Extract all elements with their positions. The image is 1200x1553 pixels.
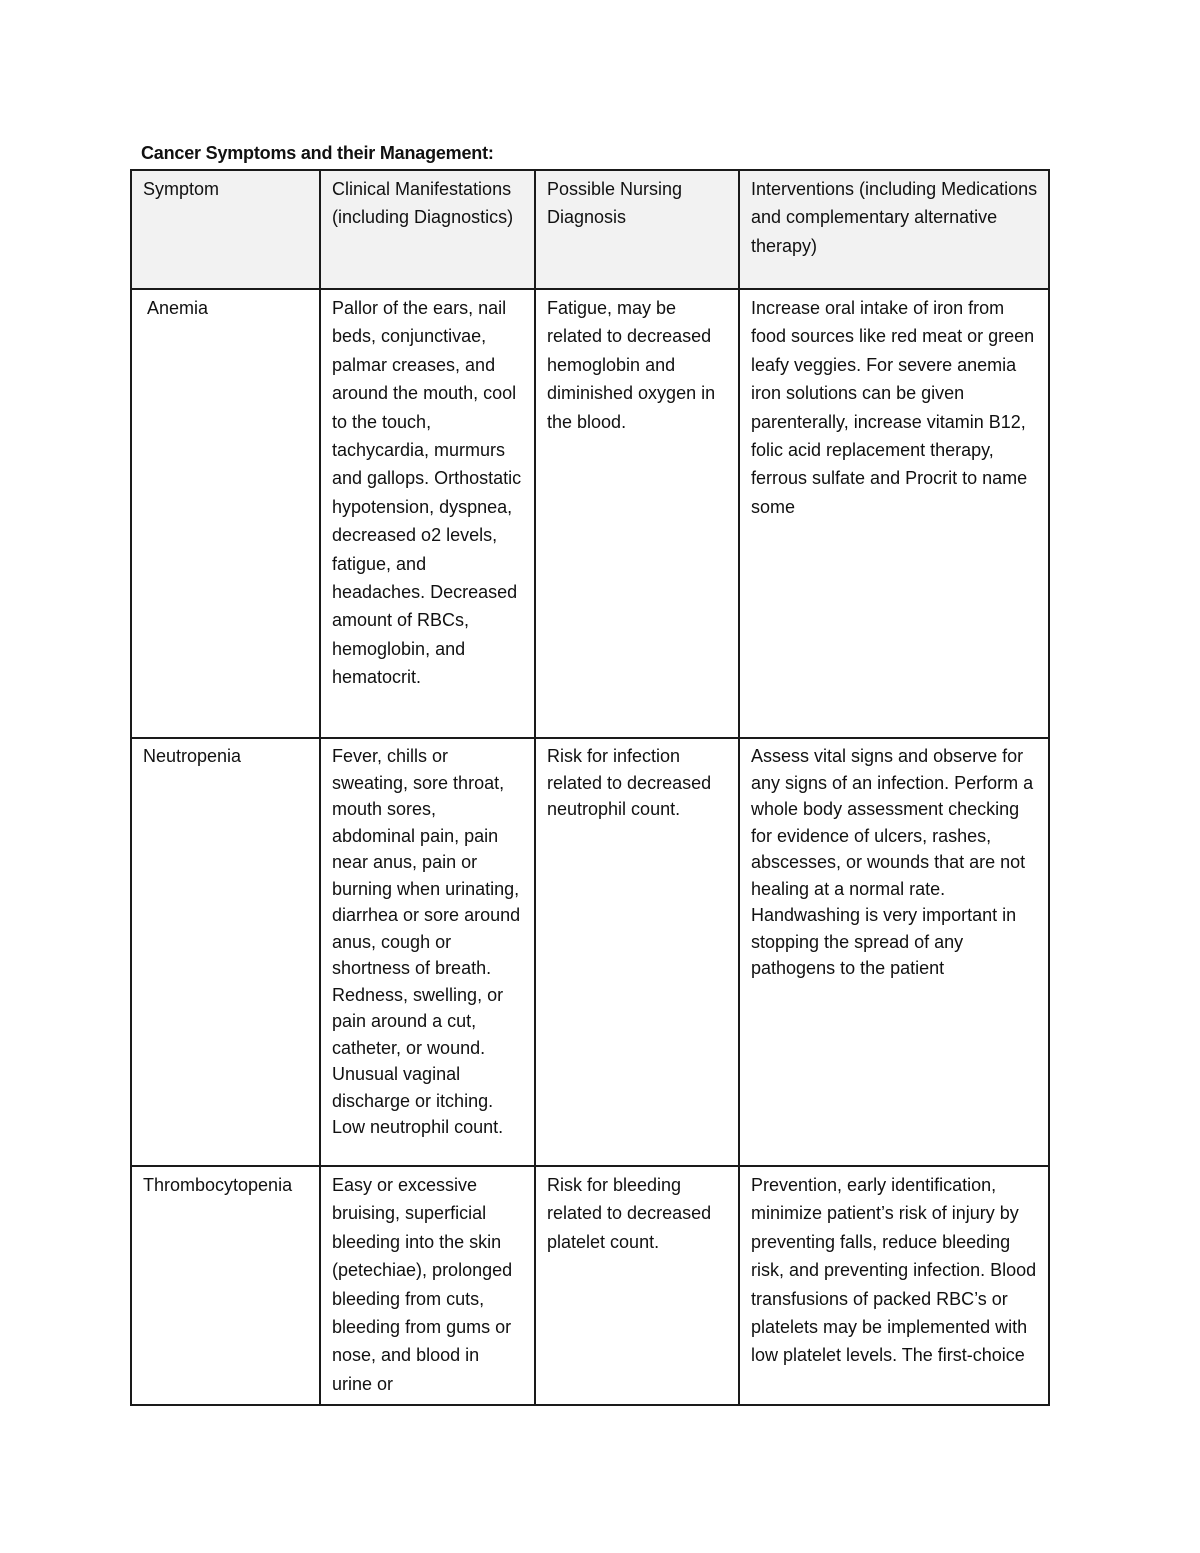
table-row: [131, 289, 1049, 738]
manifestations-text: Easy or excessive bruising, superficial bleeding into the skin (petechiae), prolonged bleeding from cuts, bleeding from gums or nose, and blood in urine or: [332, 1175, 513, 1394]
manifestations-text: Pallor of the ears, nail beds, conjunctivae, palmar creases, and around the mouth, cool to the touch, tachycardia, murmurs and gallops. Orthostatic hypotension, dyspnea, decreased o2 levels, fatigue, and headaches. Decreased amount of RBCs, hemoglobin, and hematocrit.: [332, 298, 522, 688]
table-row: [131, 1166, 1049, 1405]
cell-symptom: [131, 738, 320, 1166]
symptom-text: Thrombocytopenia: [143, 1175, 293, 1195]
header-cell-manifestations: [320, 170, 535, 289]
cell-symptom: [131, 1166, 320, 1405]
cell-interventions: [739, 289, 1049, 738]
cell-manifestations: [320, 738, 535, 1166]
header-label: Possible Nursing Diagnosis: [547, 179, 683, 228]
header-label: Interventions (including Medications and complementary alternative therapy): [751, 179, 1038, 256]
table-row: [131, 738, 1049, 1166]
header-cell-symptom: [131, 170, 320, 289]
cell-diagnosis: [535, 289, 739, 738]
cell-diagnosis: [535, 1166, 739, 1405]
header-cell-diagnosis: [535, 170, 739, 289]
symptom-text: Anemia: [143, 298, 209, 318]
header-cell-interventions: [739, 170, 1049, 289]
symptom-text: Neutropenia: [143, 746, 242, 766]
cell-diagnosis: [535, 738, 739, 1166]
interventions-text: Increase oral intake of iron from food sources like red meat or green leafy veggies. For severe anemia iron solutions can be given parenterally, increase vitamin B12, folic acid replacement therapy, ferrous sulfate and Procrit to name some: [751, 298, 1035, 517]
header-label: Clinical Manifestations (including Diagnostics): [332, 179, 514, 228]
cell-interventions: [739, 738, 1049, 1166]
symptoms-table: [130, 169, 1050, 1406]
cell-interventions: [739, 1166, 1049, 1405]
interventions-text: Prevention, early identification, minimize patient’s risk of injury by preventing falls, reduce bleeding risk, and preventing infection. Blood transfusions of packed RBC’s or platelets may be implemented with low platelet levels. The first-choice: [751, 1175, 1037, 1366]
diagnosis-text: Fatigue, may be related to decreased hemoglobin and diminished oxygen in the blood.: [547, 298, 716, 432]
cell-manifestations: [320, 1166, 535, 1405]
header-label: Symptom: [143, 179, 220, 199]
diagnosis-text: Risk for infection related to decreased neutrophil count.: [547, 746, 712, 819]
manifestations-text: Fever, chills or sweating, sore throat, mouth sores, abdominal pain, pain near anus, pain or burning when urinating, diarrhea or sore around anus, cough or shortness of breath. Redness, swelling, or pain around a cut, catheter, or wound. Unusual vaginal discharge or itching. Low neutrophil count.: [332, 746, 521, 1137]
table-header-row: [131, 170, 1049, 289]
interventions-text: Assess vital signs and observe for any signs of an infection. Perform a whole body assessment checking for evidence of ulcers, rashes, abscesses, or wounds that are not healing at a normal rate. Handwashing is very important in stopping the spread of any pathogens to the patient: [751, 746, 1034, 978]
cell-manifestations: [320, 289, 535, 738]
page-title: Cancer Symptoms and their Management:: [141, 143, 494, 163]
cell-symptom: [131, 289, 320, 738]
diagnosis-text: Risk for bleeding related to decreased platelet count.: [547, 1175, 712, 1252]
